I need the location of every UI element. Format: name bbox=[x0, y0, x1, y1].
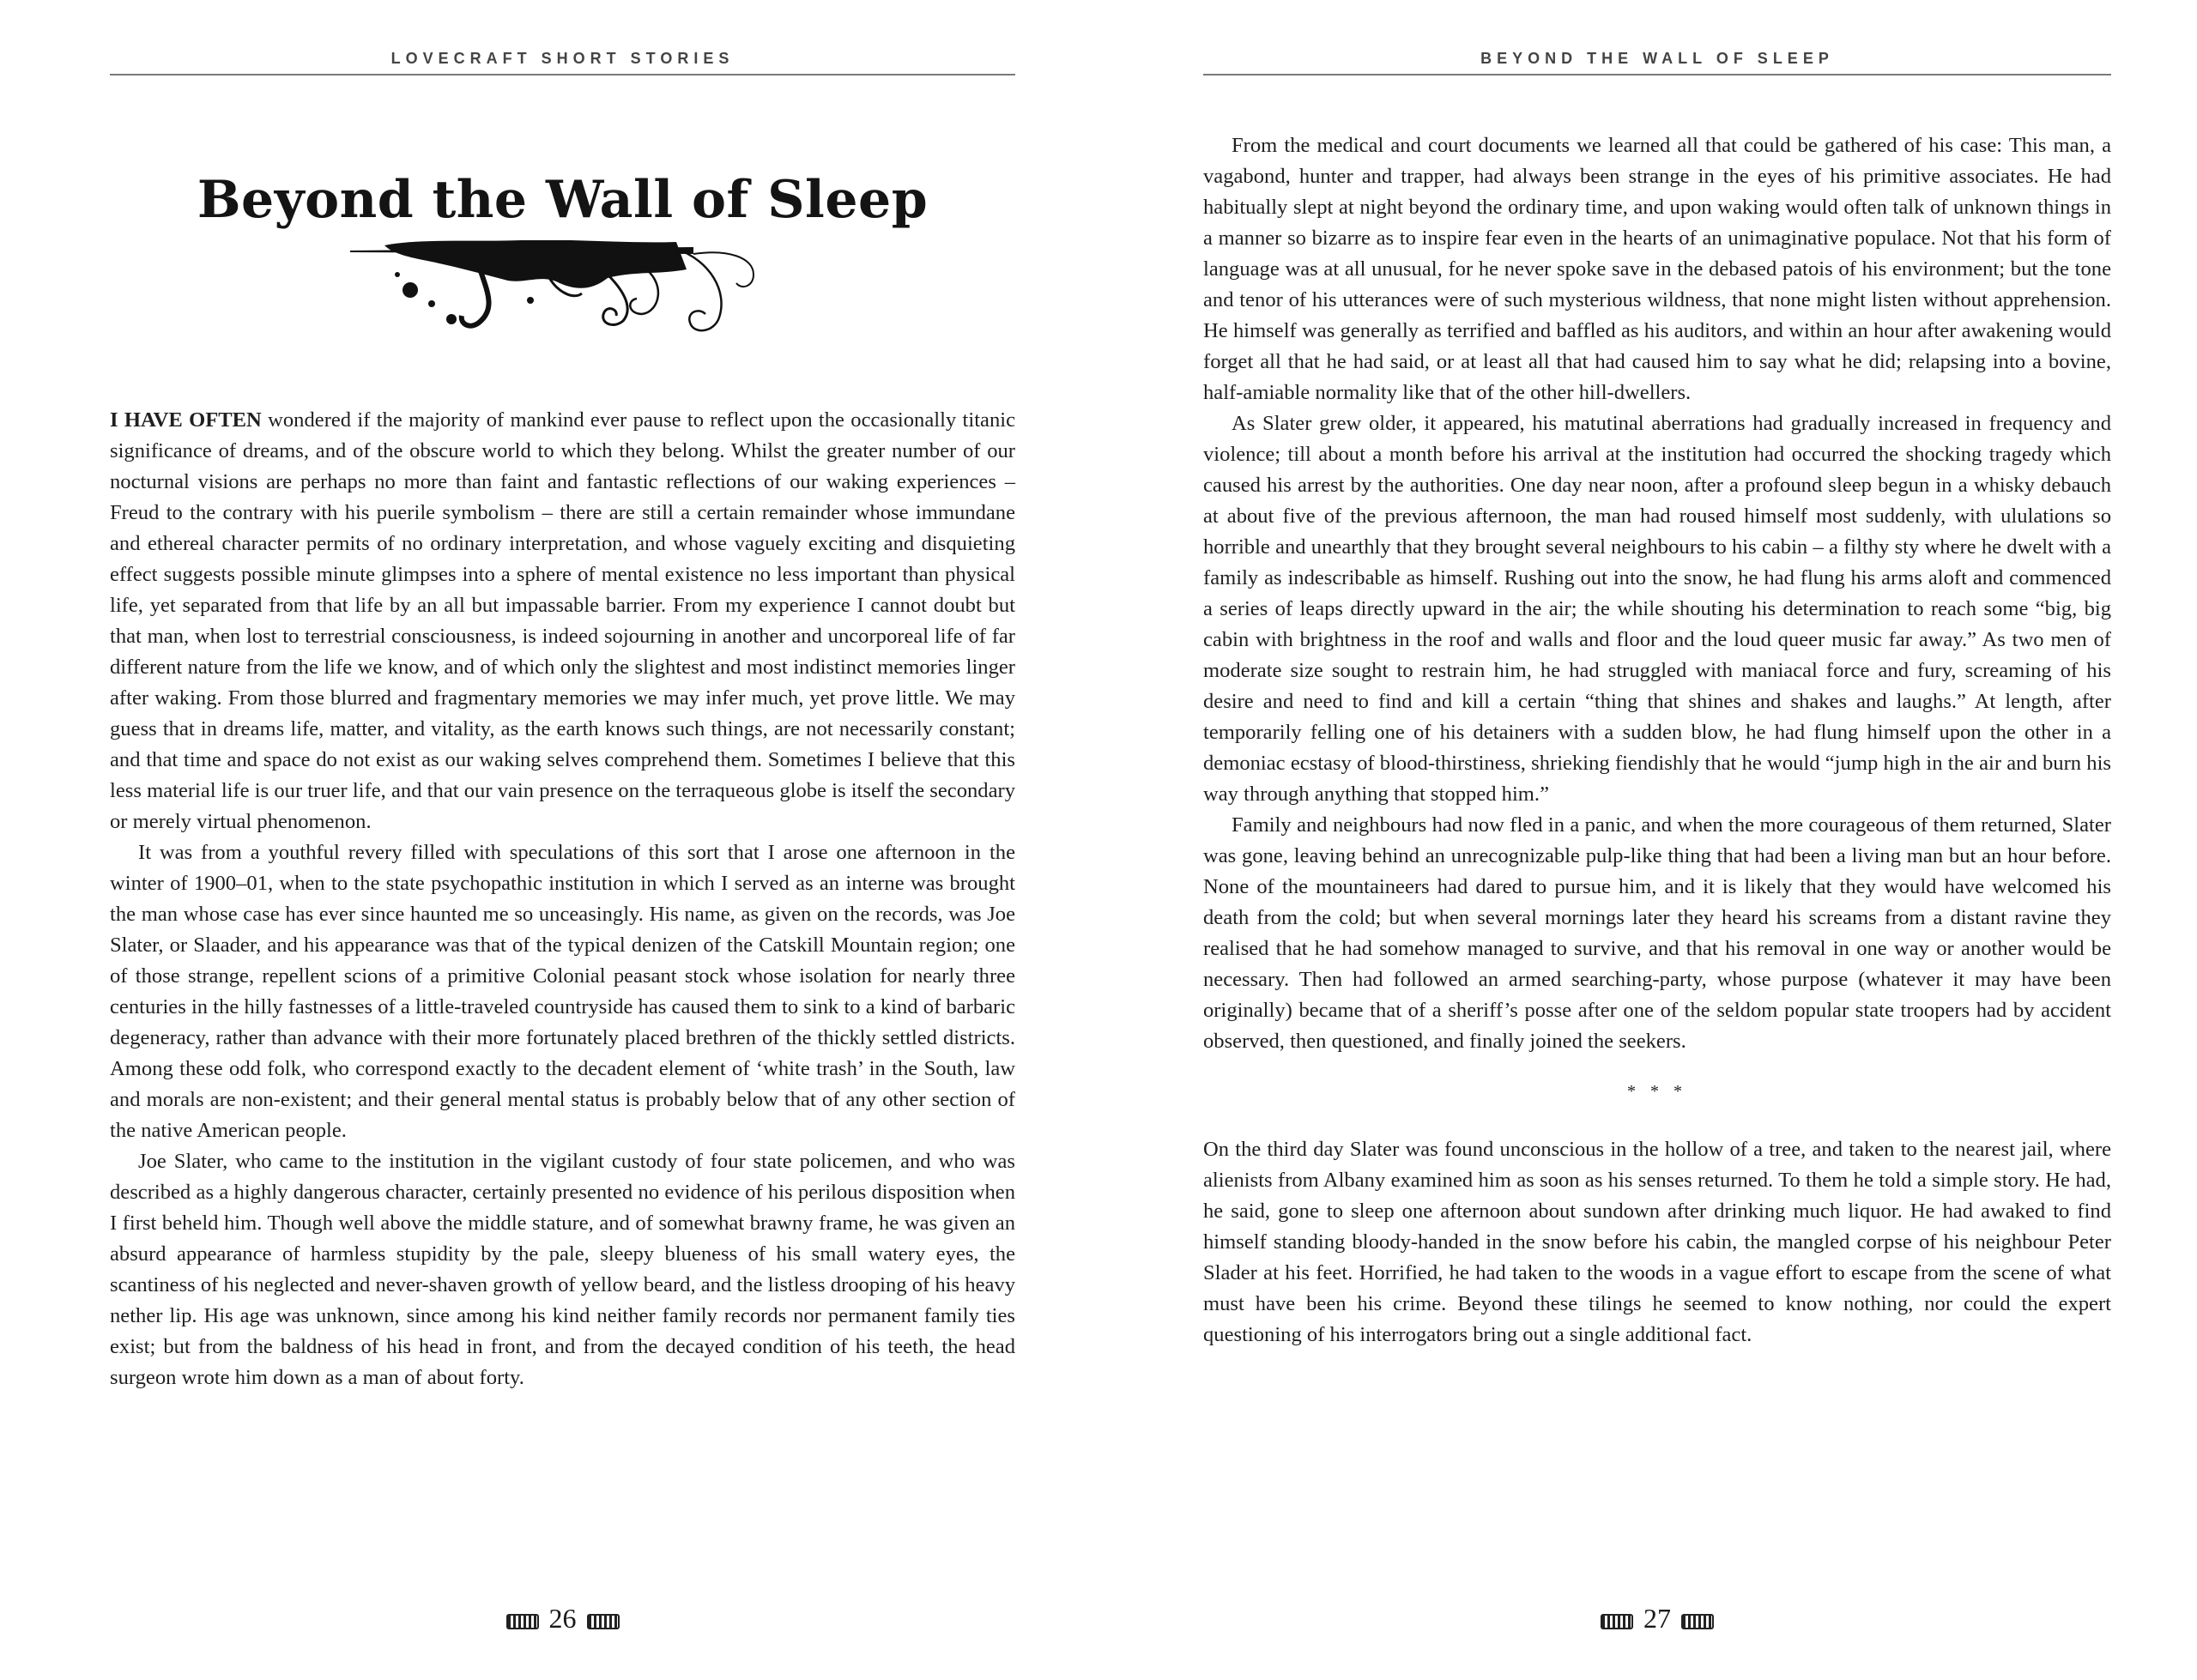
paragraph: On the third day Slater was found unconscious in the hollow of a tree, and taken to the nearest jail, where alienists from Albany examined him as soon as his senses returned. To them he told a simple story. He had, he said, gone to sleep one afternoon about sundown after drinking much liquor. He had awaked to find himself standing bloody-handed in the snow before his cabin, the mangled corpse of his neighbour Peter Slader at his feet. Horrified, he had taken to the woods in a vague effort to escape from the scene of what must have been his crime. Beyond these tilings he seemed to know nothing, nor could the expert questioning of his interrogators bring out a single additional fact. bbox=[1203, 1138, 2111, 1346]
page-number-left bbox=[110, 1603, 1015, 1635]
left-page bbox=[110, 0, 1015, 1680]
decorative-folio-ornament-icon bbox=[1601, 1614, 1633, 1629]
ink-splash-flourish-icon bbox=[350, 240, 899, 343]
paragraph: From the medical and court documents we learned all that could be gathered of his case: This man, a vagabond, hunter and trapper, had always been strange in the eyes of his primitive associates. He had habitually slept at night beyond the ordinary time, and upon waking would often talk of unknown things in a manner so bizarre as to inspire fear even in the hearts of an unimaginative populace. Not that his form of language was at all unusual, for he never spoke save in the debased patois of his environment; but the tone and tenor of his utterances were of such mysterious wildness, that none might listen without apprehension. He himself was generally as terrified and baffled as his auditors, and within an hour after awakening would forget all that he had said, or at least all that had caused him to say what he did; relapsing into a bovine, half-amiable normality like that of the other hill-dwellers. bbox=[1203, 134, 2111, 404]
paragraph bbox=[110, 405, 1015, 837]
folio-number: 26 bbox=[548, 1603, 577, 1634]
story-title: Beyond the Wall of Sleep bbox=[197, 170, 929, 230]
folio-number: 27 bbox=[1643, 1603, 1671, 1634]
paragraph: Joe Slater, who came to the institution in the vigilant custody of four state policemen, and who was described as a highly dangerous character, certainly presented no evidence of his perilous disposition when I first beheld him. Though well above the middle stature, and of somewhat brawny frame, he was given an absurd appearance of harmless stupidity by the pale, sleepy blueness of his small watery eyes, the scantiness of his neglected and never-shaven growth of yellow beard, and the listless drooping of his heavy nether lip. His age was unknown, since among his kind neither family records nor permanent family ties exist; but from the baldness of his head in front, and from the decayed condition of his teeth, the head surgeon wrote him down as a man of about forty. bbox=[110, 1150, 1015, 1389]
running-head-right: BEYOND THE WALL OF SLEEP bbox=[1203, 50, 2111, 76]
paragraph-text: wondered if the majority of mankind ever pause to reflect upon the occasionally titanic significance of dreams, and of the obscure world to which they belong. Whilst the greater number of our nocturnal visions are perhaps no more than faint and fantastic reflections of our waking experiences – Freud to the contrary with his puerile symbolism – there are still a certain remainder whose immundane and ethereal character permits of no ordinary interpretation, and whose vaguely exciting and disquieting effect suggests possible minute glimpses into a sphere of mental existence no less important than physical life, yet separated from that life by an all but impassable barrier. From my experience I cannot doubt but that man, when lost to terrestrial consciousness, is indeed sojourning in another and uncorporeal life of far different nature from the life we know, and of which only the slightest and most indistinct memories linger after waking. From those blurred and fragmentary memories we may infer much, yet prove little. We may guess that in dreams life, matter, and vitality, as the earth knows such things, are not necessarily constant; and that time and space do not exist as our waking selves comprehend them. Sometimes I believe that this less material life is our truer life, and that our vain presence on the terraqueous globe is itself the secondary or merely virtual phenomenon. bbox=[110, 408, 1015, 833]
drop-lead-words: I HAVE OFTEN bbox=[110, 408, 262, 432]
paragraph: It was from a youthful revery filled with speculations of this sort that I arose one afternoon in the winter of 1900–01, when to the state psychopathic institution in which I served as an interne was brought the man whose case has ever since haunted me so unceasingly. His name, as given on the records, was Joe Slater, or Slaader, and his appearance was that of the typical denizen of the Catskill Mountain region; one of those strange, repellent scions of a primitive Colonial peasant stock whose isolation for nearly three centuries in the hilly fastnesses of a little-traveled countryside has caused them to sink to a kind of barbaric degeneracy, rather than advance with their more fortunately placed brethren of the thickly settled districts. Among these odd folk, who correspond exactly to the decadent element of ‘white trash’ in the South, law and morals are non-existent; and their general mental status is probably below that of any other section of the native American people. bbox=[110, 841, 1015, 1142]
running-head-left: LOVECRAFT SHORT STORIES bbox=[110, 50, 1015, 76]
paragraph: Family and neighbours had now fled in a panic, and when the more courageous of them returned, Slater was gone, leaving behind an unrecognizable pulp-like thing that had been a living man but an hour before. None of the mountaineers had dared to pursue him, and it is likely that they would have welcomed his death from the cold; but when several mornings later they heard his screams from a distant ravine they realised that he had somehow managed to survive, and that his removal in one way or another would be necessary. Then had followed an armed searching-party, whose purpose (whatever it may have been originally) became that of a sheriff’s posse after one of the seldom popular state troopers had by accident observed, then questioned, and finally joined the seekers. bbox=[1203, 813, 2111, 1053]
decorative-folio-ornament-icon bbox=[506, 1614, 539, 1629]
page-number-right bbox=[1203, 1603, 2111, 1635]
decorative-folio-ornament-icon bbox=[587, 1614, 620, 1629]
paragraph: As Slater grew older, it appeared, his matutinal aberrations had gradually increased in frequency and violence; till about a month before his arrival at the institution had occurred the shocking tragedy which caused his arrest by the authorities. One day near noon, after a profound sleep begun in a whisky debauch at about five of the previous afternoon, the man had roused himself most suddenly, with ululations so horrible and unearthly that they brought several neighbours to his cabin – a filthy sty where he dwelt with a family as indescribable as himself. Rushing out into the snow, he had flung his arms aloft and commenced a series of leaps directly upward in the air; the while shouting his determination to reach some “big, big cabin with brightness in the roof and walls and floor and the loud queer music far away.” As two men of moderate size sought to restrain him, he had struggled with maniacal force and fury, screaming of his desire and need to find and kill a certain “thing that shines and shakes and laughs.” At length, after temporarily felling one of his detainers with a sudden blow, he had flung himself upon the other in a demoniac ecstasy of blood-thirstiness, shrieking fiendishly that he would “jump high in the air and burn his way through anything that stopped him.” bbox=[1203, 412, 2111, 806]
right-page bbox=[1203, 0, 2111, 1680]
left-body-text bbox=[110, 405, 1015, 1393]
decorative-folio-ornament-icon bbox=[1681, 1614, 1714, 1629]
right-body-text bbox=[1203, 130, 2111, 1351]
section-break: * * * bbox=[1627, 1082, 1687, 1101]
